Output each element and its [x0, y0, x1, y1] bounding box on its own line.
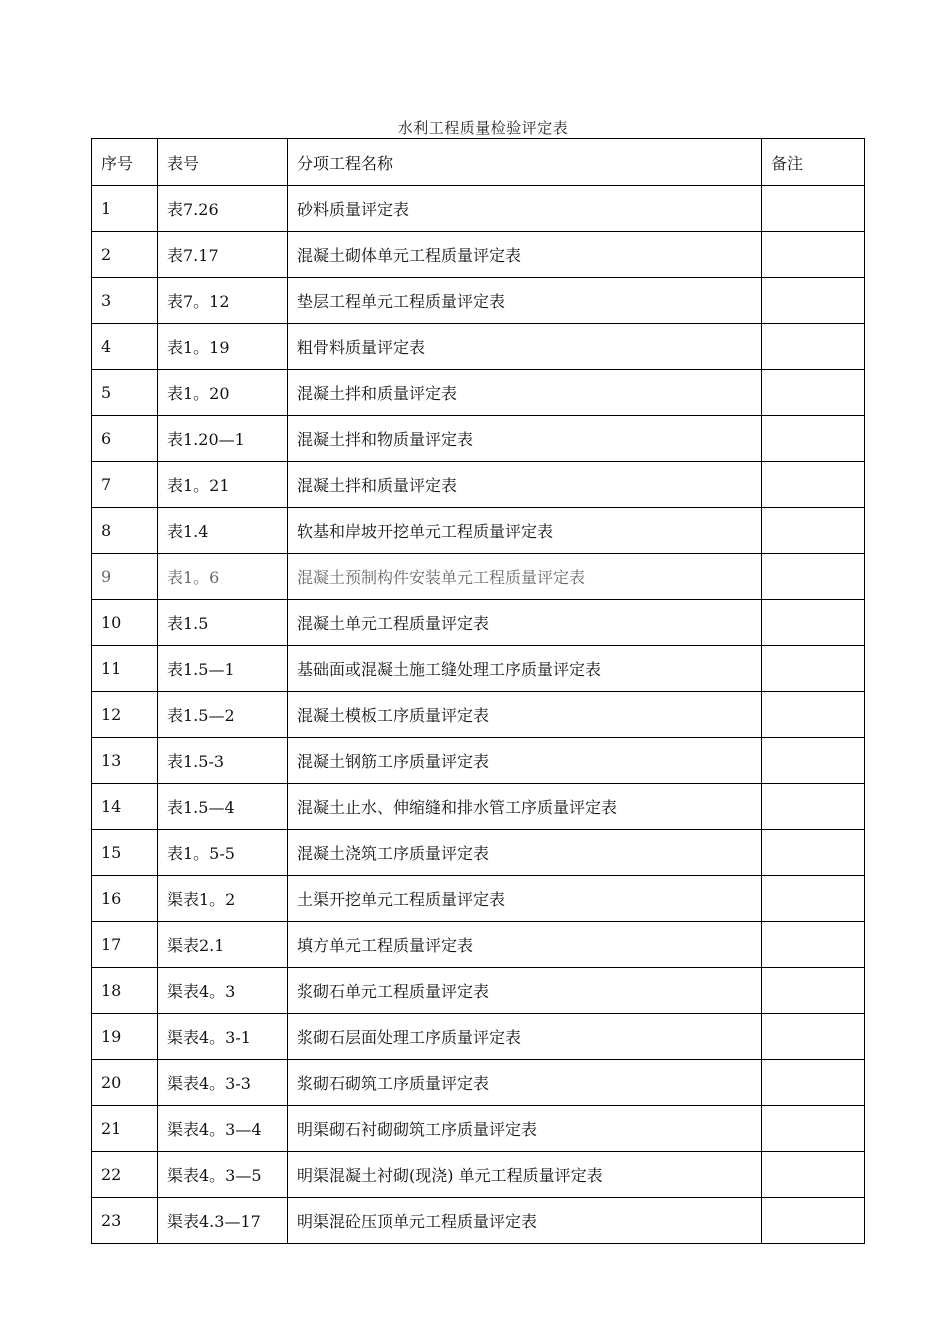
table-row [92, 784, 865, 830]
table-row [92, 922, 865, 968]
column-header-seq: 序号 [92, 139, 158, 186]
row-remark-cell [762, 370, 865, 416]
row-remark-cell [762, 968, 865, 1014]
row-remark-cell [762, 186, 865, 232]
row-item-name-cell: 浆砌石单元工程质量评定表 [288, 968, 762, 1014]
row-remark-cell [762, 876, 865, 922]
row-table-no-cell: 渠表4.3—17 [158, 1198, 288, 1244]
row-seq-cell: 23 [92, 1198, 158, 1244]
table-row [92, 554, 865, 600]
table-row [92, 370, 865, 416]
row-seq-cell: 5 [92, 370, 158, 416]
table-row [92, 232, 865, 278]
document-title: 水利工程质量检验评定表 [397, 119, 569, 137]
row-table-no-cell: 表1。20 [158, 370, 288, 416]
row-item-name-cell: 软基和岸坡开挖单元工程质量评定表 [288, 508, 762, 554]
row-item-name-cell: 明渠混凝土衬砌(现浇) 单元工程质量评定表 [288, 1152, 762, 1198]
row-seq-cell: 11 [92, 646, 158, 692]
row-seq-cell: 3 [92, 278, 158, 324]
row-remark-cell [762, 646, 865, 692]
row-remark-cell [762, 1014, 865, 1060]
row-table-no-cell: 表1。5-5 [158, 830, 288, 876]
row-table-no-cell: 渠表4。3 [158, 968, 288, 1014]
row-remark-cell [762, 1106, 865, 1152]
table-row [92, 1106, 865, 1152]
row-seq-cell: 2 [92, 232, 158, 278]
row-table-no-cell: 表1。19 [158, 324, 288, 370]
row-item-name-cell: 混凝土止水、伸缩缝和排水管工序质量评定表 [288, 784, 762, 830]
row-seq-cell: 16 [92, 876, 158, 922]
row-item-name-cell: 混凝土钢筋工序质量评定表 [288, 738, 762, 784]
row-seq-cell: 10 [92, 600, 158, 646]
table-row [92, 968, 865, 1014]
row-table-no-cell: 表1。21 [158, 462, 288, 508]
row-table-no-cell: 表1.5 [158, 600, 288, 646]
table-row [92, 738, 865, 784]
row-table-no-cell: 表1。6 [158, 554, 288, 600]
row-remark-cell [762, 232, 865, 278]
row-item-name-cell: 砂料质量评定表 [288, 186, 762, 232]
table-row [92, 1198, 865, 1244]
row-table-no-cell: 表1.5—4 [158, 784, 288, 830]
row-item-name-cell: 明渠砌石衬砌砌筑工序质量评定表 [288, 1106, 762, 1152]
table-row [92, 324, 865, 370]
row-seq-cell: 4 [92, 324, 158, 370]
row-item-name-cell: 土渠开挖单元工程质量评定表 [288, 876, 762, 922]
table-row [92, 876, 865, 922]
row-table-no-cell: 表1.20—1 [158, 416, 288, 462]
row-table-no-cell: 表7.26 [158, 186, 288, 232]
row-item-name-cell: 浆砌石砌筑工序质量评定表 [288, 1060, 762, 1106]
table-row [92, 278, 865, 324]
row-remark-cell [762, 508, 865, 554]
row-seq-cell: 20 [92, 1060, 158, 1106]
row-table-no-cell: 渠表4。3—4 [158, 1106, 288, 1152]
table-row [92, 1060, 865, 1106]
row-seq-cell: 6 [92, 416, 158, 462]
row-item-name-cell: 混凝土砌体单元工程质量评定表 [288, 232, 762, 278]
row-seq-cell: 9 [92, 554, 158, 600]
row-remark-cell [762, 830, 865, 876]
table-row [92, 692, 865, 738]
row-remark-cell [762, 1198, 865, 1244]
row-table-no-cell: 表7。12 [158, 278, 288, 324]
row-table-no-cell: 表1.4 [158, 508, 288, 554]
row-seq-cell: 8 [92, 508, 158, 554]
row-seq-cell: 14 [92, 784, 158, 830]
row-table-no-cell: 渠表4。3-3 [158, 1060, 288, 1106]
column-header-table-no: 表号 [158, 139, 288, 186]
table-row [92, 830, 865, 876]
row-seq-cell: 7 [92, 462, 158, 508]
row-item-name-cell: 混凝土模板工序质量评定表 [288, 692, 762, 738]
row-table-no-cell: 表1.5—1 [158, 646, 288, 692]
row-table-no-cell: 渠表1。2 [158, 876, 288, 922]
table-row [92, 1014, 865, 1060]
table-row [92, 508, 865, 554]
row-seq-cell: 13 [92, 738, 158, 784]
row-item-name-cell: 混凝土拌和质量评定表 [288, 462, 762, 508]
row-remark-cell [762, 738, 865, 784]
row-item-name-cell: 混凝土拌和质量评定表 [288, 370, 762, 416]
row-remark-cell [762, 462, 865, 508]
row-remark-cell [762, 1152, 865, 1198]
row-remark-cell [762, 692, 865, 738]
row-table-no-cell: 表7.17 [158, 232, 288, 278]
row-item-name-cell: 混凝土拌和物质量评定表 [288, 416, 762, 462]
row-remark-cell [762, 784, 865, 830]
column-header-remark: 备注 [762, 139, 865, 186]
row-item-name-cell: 浆砌石层面处理工序质量评定表 [288, 1014, 762, 1060]
row-item-name-cell: 混凝土单元工程质量评定表 [288, 600, 762, 646]
row-seq-cell: 17 [92, 922, 158, 968]
row-seq-cell: 18 [92, 968, 158, 1014]
row-item-name-cell: 混凝土浇筑工序质量评定表 [288, 830, 762, 876]
row-item-name-cell: 垫层工程单元工程质量评定表 [288, 278, 762, 324]
row-table-no-cell: 渠表4。3—5 [158, 1152, 288, 1198]
row-seq-cell: 19 [92, 1014, 158, 1060]
table-row [92, 600, 865, 646]
column-header-item-name: 分项工程名称 [288, 139, 762, 186]
row-seq-cell: 21 [92, 1106, 158, 1152]
row-table-no-cell: 渠表4。3-1 [158, 1014, 288, 1060]
table-body [92, 186, 865, 1244]
row-remark-cell [762, 1060, 865, 1106]
row-item-name-cell: 填方单元工程质量评定表 [288, 922, 762, 968]
row-remark-cell [762, 278, 865, 324]
table-row [92, 462, 865, 508]
table-row [92, 646, 865, 692]
row-table-no-cell: 表1.5—2 [158, 692, 288, 738]
row-seq-cell: 1 [92, 186, 158, 232]
row-item-name-cell: 明渠混砼压顶单元工程质量评定表 [288, 1198, 762, 1244]
row-item-name-cell: 混凝土预制构件安装单元工程质量评定表 [288, 554, 762, 600]
table-header-row [92, 139, 865, 186]
row-table-no-cell: 表1.5-3 [158, 738, 288, 784]
row-seq-cell: 22 [92, 1152, 158, 1198]
table-row [92, 1152, 865, 1198]
row-item-name-cell: 粗骨料质量评定表 [288, 324, 762, 370]
row-seq-cell: 12 [92, 692, 158, 738]
row-remark-cell [762, 416, 865, 462]
evaluation-table [91, 138, 865, 1244]
table-row [92, 186, 865, 232]
row-seq-cell: 15 [92, 830, 158, 876]
row-remark-cell [762, 554, 865, 600]
row-table-no-cell: 渠表2.1 [158, 922, 288, 968]
row-remark-cell [762, 922, 865, 968]
row-remark-cell [762, 600, 865, 646]
row-remark-cell [762, 324, 865, 370]
table-row [92, 416, 865, 462]
row-item-name-cell: 基础面或混凝土施工缝处理工序质量评定表 [288, 646, 762, 692]
